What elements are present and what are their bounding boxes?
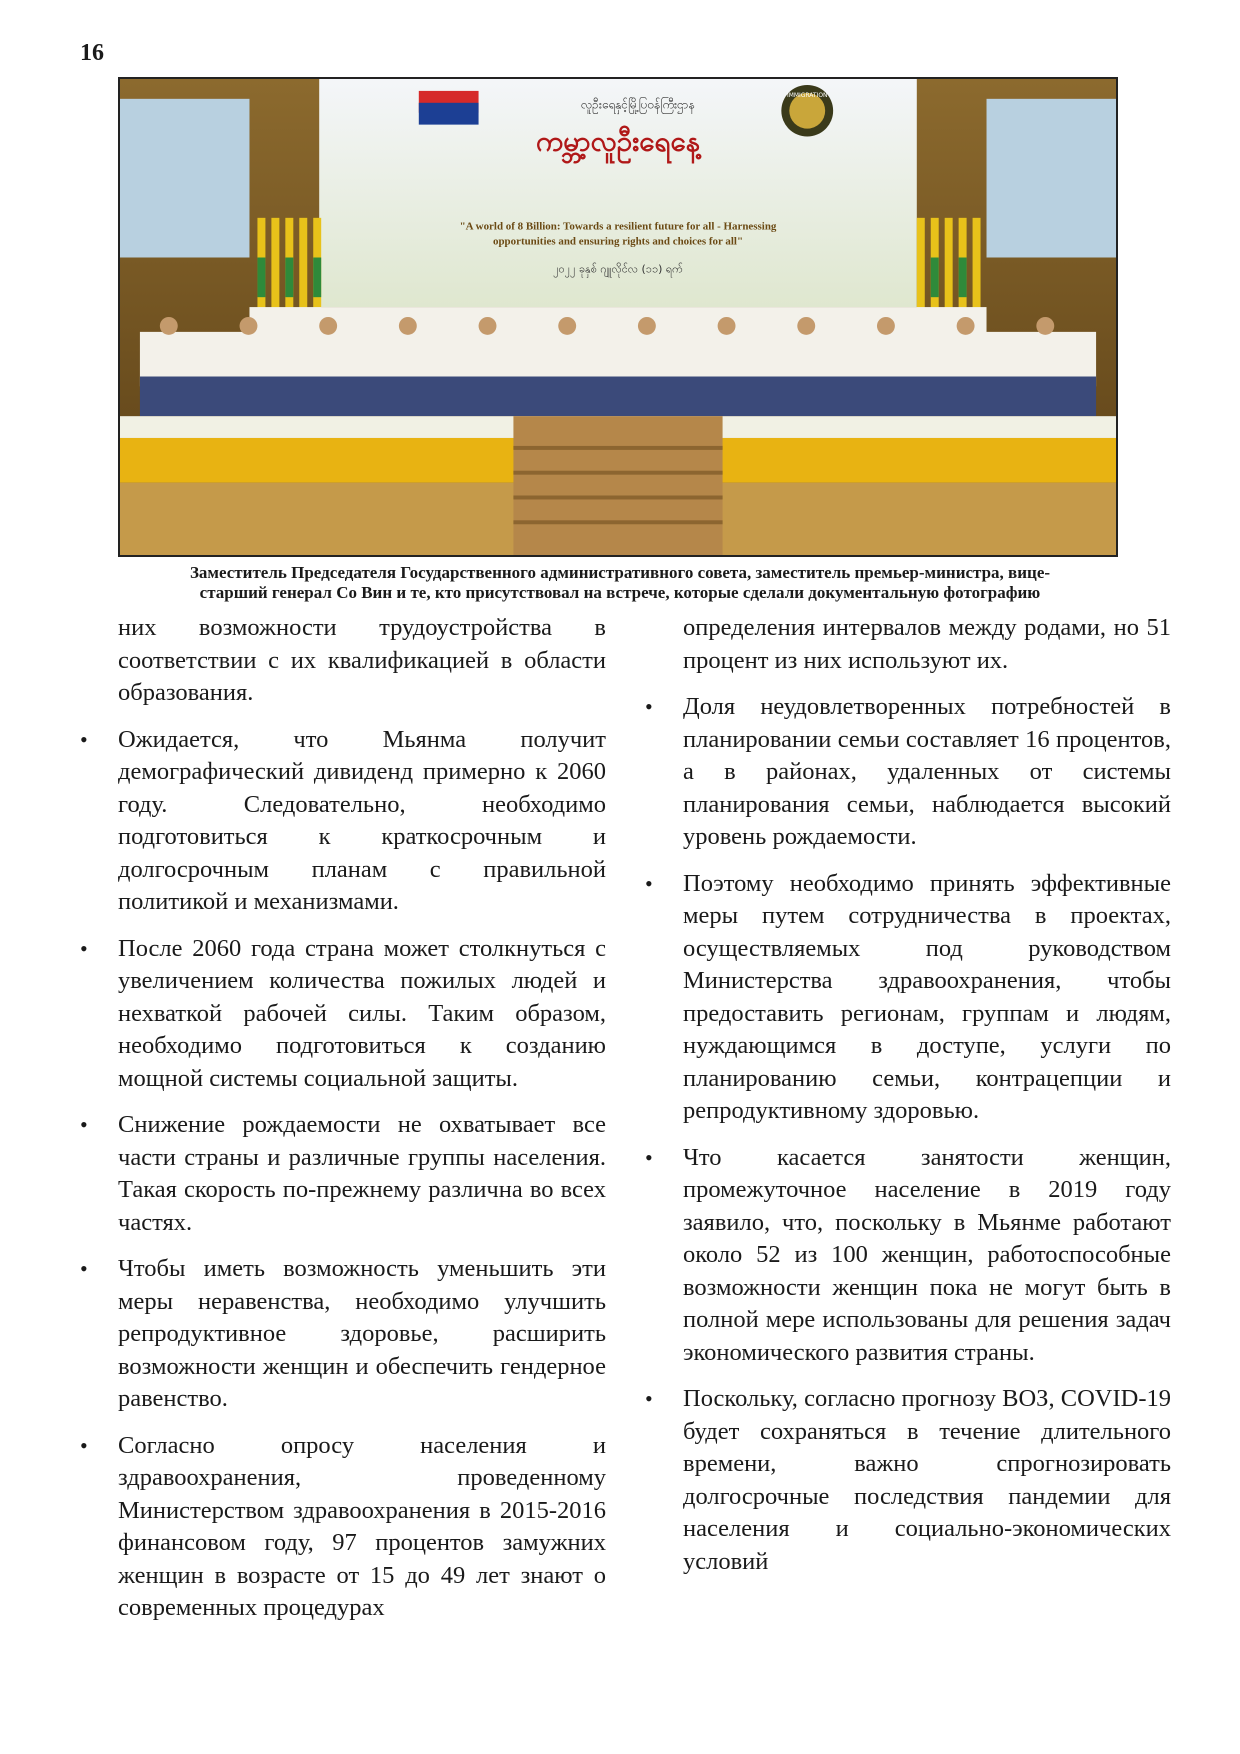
bullet-item: • Поскольку, согласно прогнозу ВОЗ, COVID-19 будет сохраняться в течение длительного времени, важно спрогнозировать долгосрочные последствия пандемии для населения и социально-экономических условий [683, 1383, 1171, 1578]
bullet-item: • Что касается занятости женщин, промежуточное население в 2019 году заявило, что, поскольку в Мьянме работают около 52 из 100 женщин, работоспособные возможности женщин пока не могут быть в полной мере использованы для решения задач экономического развития страны. [683, 1142, 1171, 1370]
bullet-item: • Снижение рождаемости не охватывает все части страны и различные группы населения. Такая скорость по-прежнему различна во всех частях. [118, 1109, 606, 1239]
bullet-item: • Доля неудовлетворенных потребностей в планировании семьи составляет 16 процентов, а в районах, удаленных от системы планирования семьи, наблюдается высокий уровень рождаемости. [683, 691, 1171, 854]
left-screen [120, 99, 249, 258]
bullet-item: • Ожидается, что Мьянма получит демографический дивиденд примерно к 2060 году. Следовательно, необходимо подготовиться к краткосрочным и долгосрочным планам с правильной политикой и механизмами. [118, 724, 606, 919]
svg-text:IMMIGRATION: IMMIGRATION [786, 91, 828, 99]
svg-text:"A world of 8 Billion: Towards: "A world of 8 Billion: Towards a resilient future for all - Harnessing [459, 220, 777, 233]
right-column [683, 612, 1171, 1592]
page-number: 16 [80, 40, 104, 66]
caption-line-1: Заместитель Председателя Государственного административного совета, заместитель премьер-министра, вице- [189, 563, 1051, 582]
group-photo [118, 77, 1118, 557]
svg-text:ကမ္ဘာ့လူဦးရေနေ့: ကမ္ဘာ့လူဦးရေနေ့ [535, 124, 701, 158]
stage-steps [513, 416, 722, 555]
left-column [118, 612, 606, 1639]
svg-text:opportunities and ensuring rig: opportunities and ensuring rights and choices for all" [492, 235, 744, 248]
svg-text:လူဦးရေနှင့်မြို့ပြဝန်ကြီးဌာန: လူဦးရေနှင့်မြို့ပြဝန်ကြီးဌာန [581, 97, 695, 112]
photo-caption [80, 563, 1160, 603]
bullet-item: • Чтобы иметь возможность уменьшить эти меры неравенства, необходимо улучшить репродуктивное здоровье, расширить возможности женщин и обеспечить гендерное равенство. [118, 1253, 606, 1416]
caption-line-2: старший генерал Со Вин и те, кто присутствовал на встрече, которые сделали документальную фотографию [199, 583, 1041, 602]
left-continuation: них возможности трудоустройства в соответствии с их квалификацией в области образования. [118, 614, 606, 706]
svg-text:၂၀၂၂ ခုနှစ် ဂျူလိုင်လ (၁၁) ရက်: ၂၀၂၂ ခုနှစ် ဂျူလိုင်လ (၁၁) ရက် [553, 262, 683, 276]
bullet-item: • Поэтому необходимо принять эффективные меры путем сотрудничества в проектах, осуществляемых под руководством Министерства здравоохранения, чтобы предоставить регионам, группам и людям, нуждающимся в доступе, услуги по планированию семьи, контрацепции и репродуктивному здоровью. [683, 868, 1171, 1128]
right-continuation: определения интервалов между родами, но 51 процент из них используют их. [683, 614, 1171, 674]
right-screen [987, 99, 1116, 258]
bullet-item: • Согласно опросу населения и здравоохранения, проведенному Министерством здравоохранения в 2015-2016 финансовом году, 97 процентов замужних женщин в возрасте от 15 до 49 лет знают о современных процедурах [118, 1430, 606, 1625]
bullet-item: • После 2060 года страна может столкнуться с увеличением количества пожилых людей и нехваткой рабочей силы. Таким образом, необходимо подготовиться к созданию мощной системы социальной защиты. [118, 933, 606, 1096]
